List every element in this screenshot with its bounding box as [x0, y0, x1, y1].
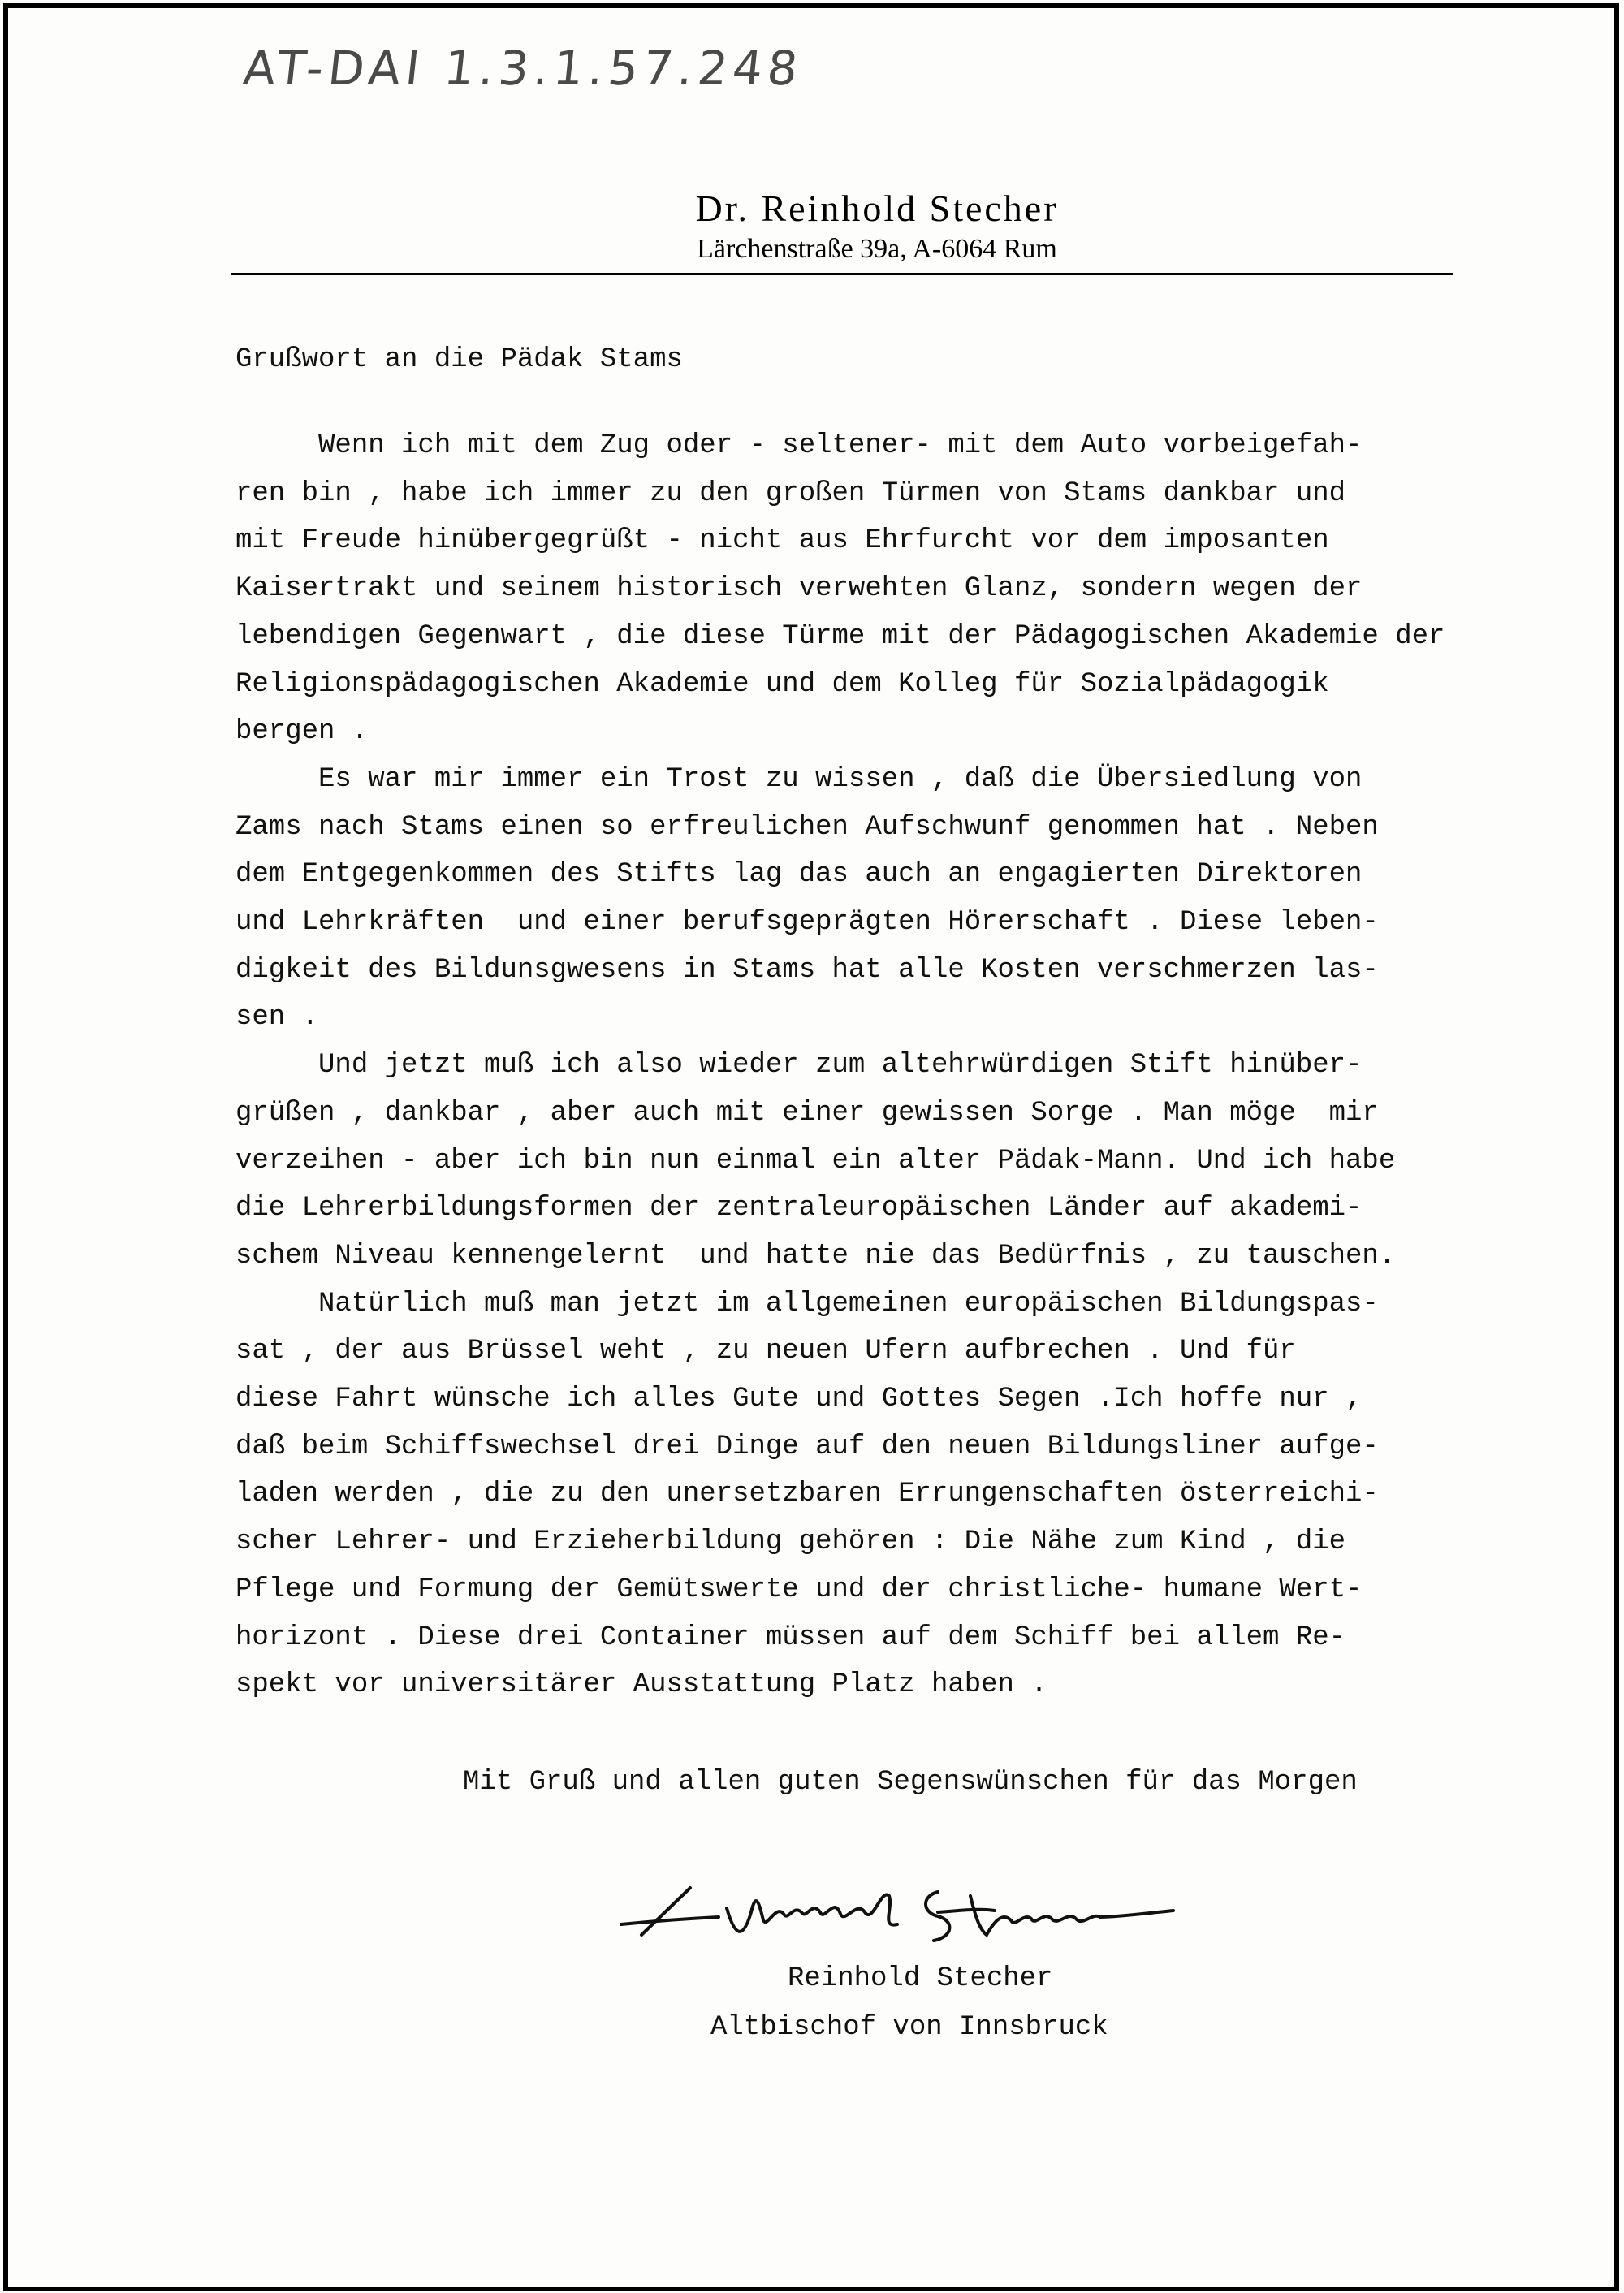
letterhead-divider: [231, 273, 1453, 275]
body-line: digkeit des Bildunsgwesens in Stams hat alle Kosten verschmerzen las-: [235, 954, 1379, 986]
handwritten-signature: [613, 1863, 1263, 1953]
body-line: diese Fahrt wünsche ich alles Gute und Gottes Segen .Ich hoffe nur ,: [235, 1384, 1363, 1415]
body-line: Und jetzt muß ich also wieder zum altehrwürdigen Stift hinüber-: [235, 1050, 1363, 1082]
archive-reference: AT-DAI 1.3.1.57.248: [240, 41, 806, 96]
letter-body: [235, 422, 1445, 1709]
letterhead-address: Lärchenstraße 39a, A-6064 Rum: [697, 234, 1057, 264]
body-line: Es war mir immer ein Trost zu wissen , daß die Übersiedlung von: [235, 763, 1363, 795]
body-line: mit Freude hinübergegrüßt - nicht aus Ehrfurcht vor dem imposanten: [235, 525, 1329, 557]
body-line: Pflege und Formung der Gemütswerte und der christliche- humane Wert-: [235, 1574, 1363, 1605]
body-line: spekt vor universitärer Ausstattung Platz haben .: [235, 1669, 1047, 1701]
body-line: sen .: [235, 1002, 319, 1034]
body-line: scher Lehrer- und Erzieherbildung gehören : Die Nähe zum Kind , die: [235, 1527, 1346, 1558]
body-line: ren bin , habe ich immer zu den großen Türmen von Stams dankbar und: [235, 477, 1346, 509]
letter-salutation: Grußwort an die Pädak Stams: [235, 344, 683, 375]
body-line: Religionspädagogischen Akademie und dem Kolleg für Sozialpädagogik: [235, 668, 1329, 700]
body-line: und Lehrkräften und einer berufsgeprägten Hörerschaft . Diese leben-: [235, 907, 1379, 939]
body-line: Natürlich muß man jetzt im allgemeinen europäischen Bildungspas-: [235, 1288, 1379, 1319]
body-line: grüßen , dankbar , aber auch mit einer gewissen Sorge . Man möge mir: [235, 1097, 1379, 1129]
letter-closing: Mit Gruß und allen guten Segenswünschen für das Morgen: [463, 1767, 1358, 1798]
body-line: daß beim Schiffswechsel drei Dinge auf den neuen Bildungsliner aufge-: [235, 1431, 1379, 1462]
body-line: horizont . Diese drei Container müssen auf dem Schiff bei allem Re-: [235, 1622, 1346, 1653]
body-line: sat , der aus Brüssel weht , zu neuen Ufern aufbrechen . Und für: [235, 1336, 1296, 1367]
body-line: Kaisertrakt und seinem historisch verwehten Glanz, sondern wegen der: [235, 573, 1363, 605]
body-line: verzeihen - aber ich bin nun einmal ein alter Pädak-Mann. Und ich habe: [235, 1145, 1396, 1177]
body-line: Wenn ich mit dem Zug oder - seltener- mit dem Auto vorbeigefah-: [235, 430, 1363, 461]
body-line: laden werden , die zu den unersetzbaren Errungenschaften österreichi-: [235, 1479, 1379, 1510]
body-line: schem Niveau kennengelernt und hatte nie das Bedürfnis , zu tauschen.: [235, 1240, 1396, 1272]
body-line: bergen .: [235, 716, 369, 748]
letterhead-name: Dr. Reinhold Stecher: [695, 188, 1059, 229]
body-line: die Lehrerbildungsformen der zentraleuropäischen Länder auf akademi-: [235, 1193, 1363, 1224]
signer-name: Reinhold Stecher: [788, 1963, 1053, 1994]
body-line: lebendigen Gegenwart , die diese Türme mit der Pädagogischen Akademie der: [235, 620, 1445, 652]
body-line: dem Entgegenkommen des Stifts lag das auch an engagierten Direktoren: [235, 859, 1363, 891]
body-line: Zams nach Stams einen so erfreulichen Aufschwunf genommen hat . Neben: [235, 811, 1379, 843]
signer-title: Altbischof von Innsbruck: [710, 2012, 1108, 2043]
